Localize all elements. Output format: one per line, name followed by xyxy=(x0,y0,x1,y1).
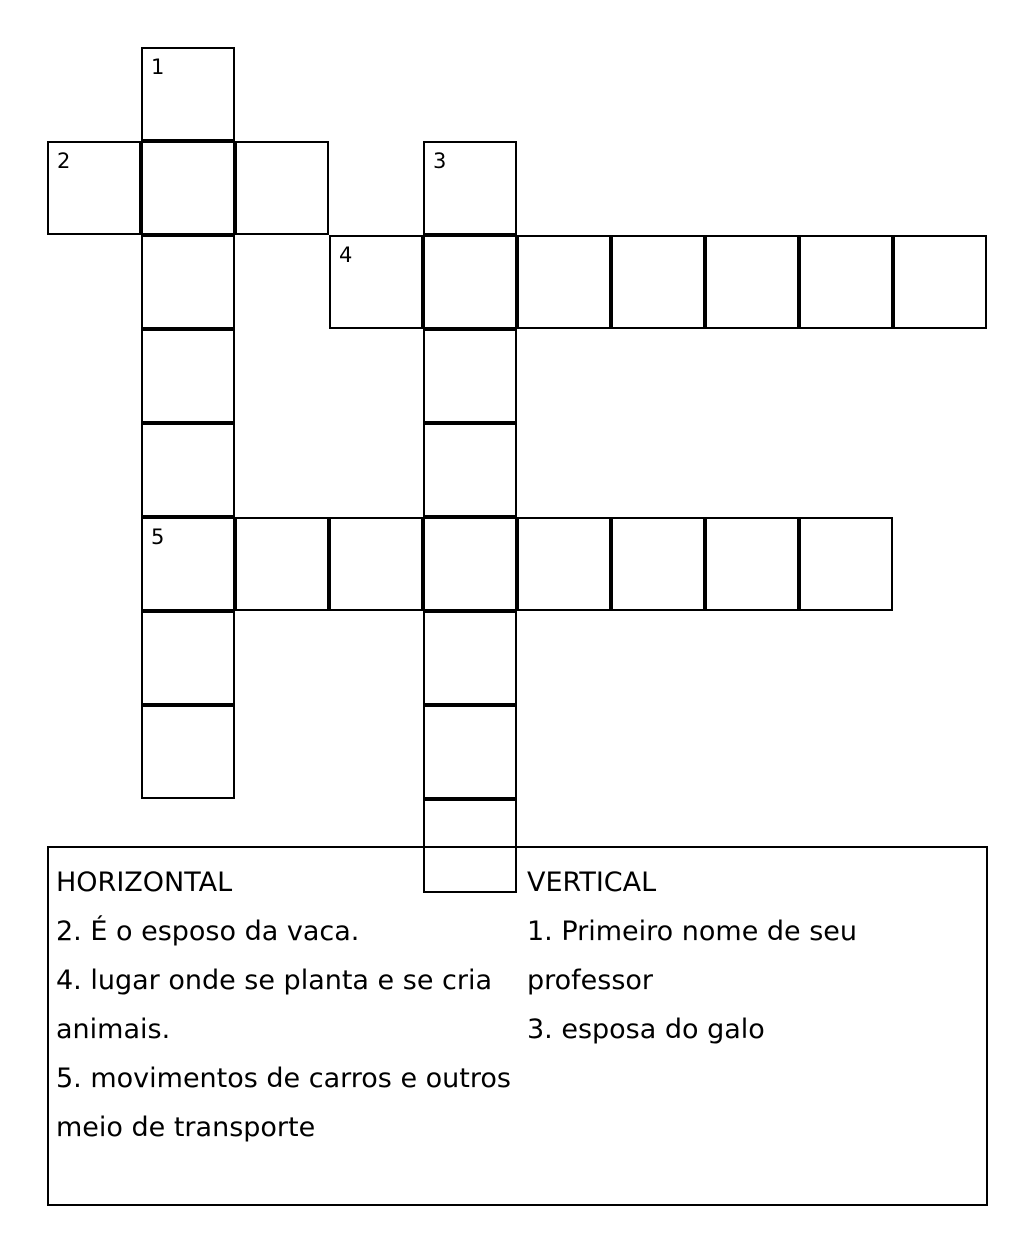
clue-number: 2 xyxy=(57,149,71,173)
horizontal-clue-line: animais. xyxy=(56,1014,171,1045)
vertical-clue-line: professor xyxy=(527,965,654,996)
grid-cell[interactable] xyxy=(517,235,611,329)
grid-cell[interactable] xyxy=(235,517,329,611)
grid-cell[interactable] xyxy=(611,235,705,329)
clue-number: 4 xyxy=(339,243,353,267)
grid-cell[interactable] xyxy=(423,705,517,799)
horizontal-clue-line: meio de transporte xyxy=(56,1112,316,1143)
grid-cell[interactable] xyxy=(141,517,235,611)
vertical-heading: VERTICAL xyxy=(527,867,657,898)
grid-cell[interactable] xyxy=(141,611,235,705)
grid-cell[interactable] xyxy=(423,423,517,517)
vertical-clues xyxy=(527,858,967,1054)
grid-cell[interactable] xyxy=(705,517,799,611)
horizontal-heading: HORIZONTAL xyxy=(56,867,233,898)
grid-cell[interactable] xyxy=(893,235,987,329)
grid-cell[interactable] xyxy=(141,423,235,517)
horizontal-clues xyxy=(56,858,516,1152)
grid-cell[interactable] xyxy=(141,705,235,799)
vertical-clue-line: 3. esposa do galo xyxy=(527,1014,765,1045)
grid-cell[interactable] xyxy=(47,141,141,235)
grid-cell[interactable] xyxy=(423,329,517,423)
grid-cell[interactable] xyxy=(705,235,799,329)
grid-cell[interactable] xyxy=(141,329,235,423)
clues-box xyxy=(47,846,988,1206)
grid-cell[interactable] xyxy=(799,235,893,329)
grid-cell[interactable] xyxy=(235,141,329,235)
grid-cell[interactable] xyxy=(423,611,517,705)
grid-cell[interactable] xyxy=(423,517,517,611)
horizontal-clue-line: 5. movimentos de carros e outros xyxy=(56,1063,511,1094)
grid-cell[interactable] xyxy=(141,47,235,141)
clue-number: 5 xyxy=(151,525,165,549)
horizontal-clue-line: 4. lugar onde se planta e se cria xyxy=(56,965,493,996)
vertical-clue-line: 1. Primeiro nome de seu xyxy=(527,916,858,947)
clue-number: 3 xyxy=(433,149,447,173)
grid-cell[interactable] xyxy=(141,235,235,329)
grid-cell[interactable] xyxy=(329,235,423,329)
grid-cell[interactable] xyxy=(799,517,893,611)
clue-number: 1 xyxy=(151,55,165,79)
grid-cell[interactable] xyxy=(329,517,423,611)
grid-cell[interactable] xyxy=(517,517,611,611)
grid-cell[interactable] xyxy=(141,141,235,235)
grid-cell[interactable] xyxy=(611,517,705,611)
grid-cell[interactable] xyxy=(423,141,517,235)
grid-cell[interactable] xyxy=(423,235,517,329)
horizontal-clue-line: 2. É o esposo da vaca. xyxy=(56,916,360,947)
